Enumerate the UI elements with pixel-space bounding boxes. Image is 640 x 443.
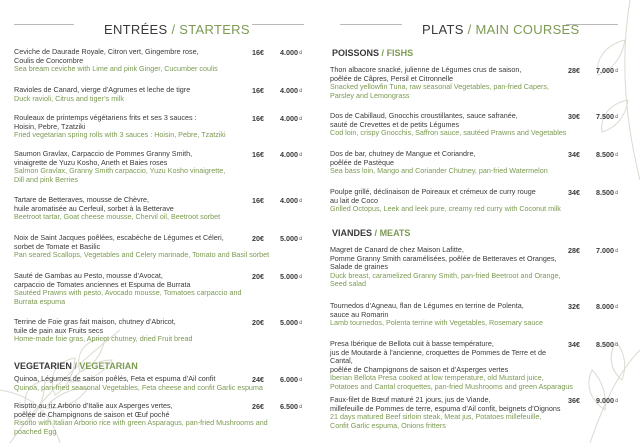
dong-currency-icon: ₫ (299, 236, 303, 243)
price-eur: 28€ (568, 66, 580, 75)
starters-title-en: STARTERS (179, 22, 250, 37)
menu-item: Rouleaux de printemps végétariens frits et ses 3 sauces : Hoisin, Pebre, Tzatziki Fried vegetarian spring rolls with 3 sauces : Hoisin, Pebre, Tzatziki 16€ 4.000₫ (14, 113, 303, 139)
menu-item: Presa Ibérique de Bellota cuit à basse température, jus de Moutarde à l’ancienne, croquettes de Pommes de Terre et de Cantal, poêlée de Champignons de saison et d’Asperges vertes Iberian Bellota Presa cooked at low temperature, old Mustard juice, Potatoes and Cantal croquettes, pan-fried Mushrooms and green Asparagus 34€ 8.500₫ (330, 339, 619, 391)
main-courses-title: PLATS / MAIN COURSES (422, 22, 580, 37)
price-eur: 24€ (252, 375, 264, 384)
price-vnd: 7.500₫ (596, 112, 619, 121)
menu-item: Risotto au riz Arborio d’Italie aux Asperges vertes, poêlée de Champignons de saison et Œuf poché Risotto with Italian Arborio rice with green Asparagus, pan-fried Mushrooms and poached Egg 26€ 6.500₫ (14, 401, 303, 436)
price-eur: 20€ (252, 318, 264, 327)
menu-item: Ravioles de Canard, vierge d’Agrumes et leche de tigre Duck ravioli, Citrus and tiger’s milk 16€ 4.000₫ (14, 85, 303, 103)
menu-item: Sauté de Gambas au Pesto, mousse d’Avocat, carpaccio de Tomates anciennes et Espuma de Burrata Sautéed Prawns with pesto, Avocado mousse, Tomatoes carpaccio and Burrata espuma 20€ 5.000₫ (14, 271, 303, 306)
price-vnd: 9.000₫ (596, 396, 619, 405)
dong-currency-icon: ₫ (299, 320, 303, 327)
price-eur: 30€ (568, 112, 580, 121)
price-vnd: 6.500₫ (280, 402, 303, 411)
dong-currency-icon: ₫ (299, 152, 303, 159)
dong-currency-icon: ₫ (615, 68, 619, 75)
price-eur: 16€ (252, 48, 264, 57)
price-eur: 28€ (568, 246, 580, 255)
price-eur: 34€ (568, 188, 580, 197)
menu-item: Saumon Gravlax, Carpaccio de Pommes Granny Smith, vinaigrette de Yuzu Kosho, Aneth et Baies roses Salmon Gravlax, Granny Smith carpaccio, Yuzu Kosho vinaigrette, Dill and pink Berries 16€ 4.000₫ (14, 149, 303, 184)
price-eur: 16€ (252, 150, 264, 159)
menu-item: Dos de Cabillaud, Gnocchis croustillantes, sauce safranée, sauté de Crevettes et de petits Légumes Cod loin, crispy Gnocchis, Saffron sauce, sautéed Prawns and Vegetables 30€ 7.500₫ (330, 111, 619, 137)
price-eur: 34€ (568, 340, 580, 349)
dong-currency-icon: ₫ (299, 404, 303, 411)
price-vnd: 4.000₫ (280, 86, 303, 95)
price-eur: 34€ (568, 150, 580, 159)
dong-currency-icon: ₫ (615, 152, 619, 159)
title-rule-left (14, 24, 74, 25)
price-vnd: 7.000₫ (596, 246, 619, 255)
menu-item: Quinoa, Légumes de saison poêlés, Feta et espuma d’Ail confit Quinoa, pan-fried seasonal Vegetables, Feta cheese and confit Garlic espuma 24€ 6.000₫ (14, 374, 303, 392)
dong-currency-icon: ₫ (615, 342, 619, 349)
price-vnd: 7.000₫ (596, 66, 619, 75)
menu-item: Terrine de Foie gras fait maison, chutney d’Abricot, tuile de pain aux Fruits secs Home-made foie gras, Apricot chutney, dried Fruit bread 20€ 5.000₫ (14, 317, 303, 343)
starters-title: ENTRÉES / STARTERS (104, 22, 250, 37)
dong-currency-icon: ₫ (615, 248, 619, 255)
price-eur: 20€ (252, 272, 264, 281)
price-eur: 16€ (252, 196, 264, 205)
menu-item: Noix de Saint Jacques poêlées, escabèche de Légumes et Céleri, sorbet de Tomate et Basilic Pan seared Scallops, Vegetables and Celery marinade, Tomato and Basil sorbet 20€ 5.000₫ (14, 233, 303, 259)
price-eur: 32€ (568, 302, 580, 311)
fish-heading: POISSONS / FISHS (332, 48, 414, 58)
price-vnd: 5.000₫ (280, 272, 303, 281)
dong-currency-icon: ₫ (615, 398, 619, 405)
starters-title-fr: ENTRÉES (104, 22, 168, 37)
dong-currency-icon: ₫ (615, 114, 619, 121)
price-eur: 16€ (252, 86, 264, 95)
price-vnd: 4.000₫ (280, 48, 303, 57)
vegetarian-heading: VEGETARIEN / VEGETARIAN (14, 361, 138, 371)
price-vnd: 8.500₫ (596, 340, 619, 349)
price-vnd: 5.000₫ (280, 234, 303, 243)
dong-currency-icon: ₫ (299, 88, 303, 95)
price-vnd: 4.000₫ (280, 114, 303, 123)
menu-item: Magret de Canard de chez Maison Lafitte, Pomme Granny Smith caramélisées, poêlée de Betteraves et Oranges, Salade de graines Duck breast, caramelized Granny Smith, pan-fried Beetroot and Orange, Seed salad 28€ 7.000₫ (330, 245, 619, 288)
dong-currency-icon: ₫ (299, 377, 303, 384)
dong-currency-icon: ₫ (615, 304, 619, 311)
price-eur: 26€ (252, 402, 264, 411)
menu-item: Dos de bar, chutney de Mangue et Coriandre, poêlée de Pastèque Sea bass loin, Mango and Coriander Chutney, pan-fried Watermelon 34€ 8.500₫ (330, 149, 619, 175)
dong-currency-icon: ₫ (299, 50, 303, 57)
title-rule-left (340, 24, 402, 25)
price-vnd: 5.000₫ (280, 318, 303, 327)
price-vnd: 6.000₫ (280, 375, 303, 384)
meat-heading: VIANDES / MEATS (332, 228, 411, 238)
menu-item: Thon albacore snacké, julienne de Légumes crus de saison, poêlée de Câpres, Persil et Citronnelle Snacked yellowfin Tuna, raw seasonal Vegetables, pan-fried Capers, Parsley and Lemongrass 28€ 7.000₫ (330, 65, 619, 100)
price-vnd: 8.500₫ (596, 150, 619, 159)
price-vnd: 8.000₫ (596, 302, 619, 311)
price-eur: 16€ (252, 114, 264, 123)
menu-item: Poulpe grillé, déclinaison de Poireaux et crémeux de curry rouge au lait de Coco Grilled Octopus, Leek and leek pure, creamy red curry with Coconut milk 34€ 8.500₫ (330, 187, 619, 213)
dong-currency-icon: ₫ (299, 198, 303, 205)
title-rule-right (252, 24, 304, 25)
menu-item: Faux-filet de Bœuf maturé 21 jours, jus de Viande, millefeuille de Pommes de terre, espuma d’Ail confit, beignets d’Oignons 21 days matured Beef sirloin steak, Meat jus, Potatoes millefeuille, Confit Garlic espuma, Onions fritters 36€ 9.000₫ (330, 395, 619, 430)
price-vnd: 4.000₫ (280, 150, 303, 159)
menu-item: Tartare de Betteraves, mousse de Chèvre, huile aromatisée au Cerfeuil, sorbet à la Betterave Beetroot tartar, Goat cheese mousse, Chervil oil, Beetroot sorbet 16€ 4.000₫ (14, 195, 303, 221)
price-vnd: 8.500₫ (596, 188, 619, 197)
dong-currency-icon: ₫ (299, 274, 303, 281)
menu-item: Ceviche de Daurade Royale, Citron vert, Gingembre rose, Coulis de Concombre Sea bream ceviche with Lime and pink Ginger, Cucumber coulis 16€ 4.000₫ (14, 47, 303, 73)
dong-currency-icon: ₫ (299, 116, 303, 123)
menu-item: Tournedos d’Agneau, flan de Légumes en terrine de Polenta, sauce au Romarin Lamb tournedos, Polenta terrine with Vegetables, Rosemary sauce 32€ 8.000₫ (330, 301, 619, 327)
dong-currency-icon: ₫ (615, 190, 619, 197)
price-vnd: 4.000₫ (280, 196, 303, 205)
price-eur: 20€ (252, 234, 264, 243)
price-eur: 36€ (568, 396, 580, 405)
